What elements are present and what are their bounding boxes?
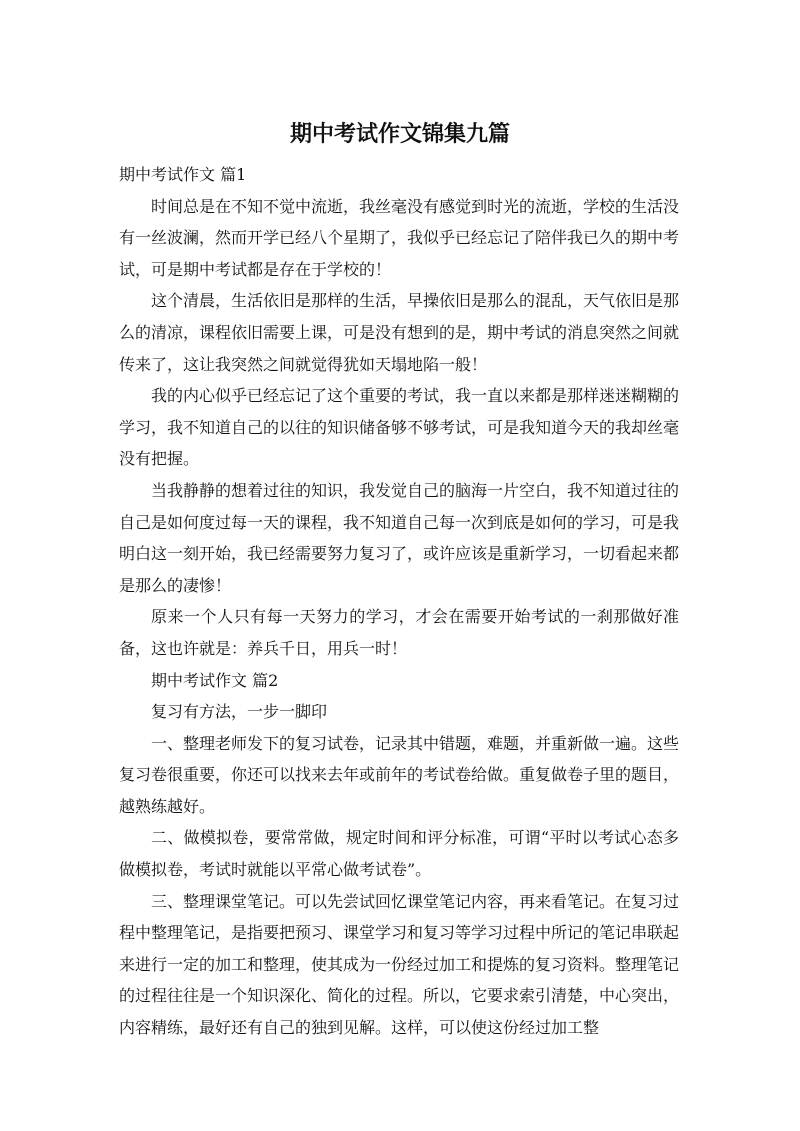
paragraph: 我的内心似乎已经忘记了这个重要的考试，我一直以来都是那样迷迷糊糊的学习，我不知道自己的以往的知识储备够不够考试，可是我知道今天的我却丝毫没有把握。 — [119, 386, 680, 469]
section-heading-2: 期中考试作文 篇2 — [151, 670, 279, 690]
paragraph: 三、整理课堂笔记。可以先尝试回忆课堂笔记内容，再来看笔记。在复习过程中整理笔记，是指要把预习、课堂学习和复习等学习过程中所记的笔记串联起来进行一定的加工和整理，使其成为一份经过加工和提炼的复习资料。整理笔记的过程往往是一个知识深化、简化的过程。所以，它要求索引清楚，中心突出，内容精练，最好还有自己的独到见解。这样，可以使这份经过加工整 — [119, 891, 680, 1038]
paragraph: 时间总是在不知不觉中流逝，我丝毫没有感觉到时光的流逝，学校的生活没有一丝波澜，然而开学已经八个星期了，我似乎已经忘记了陪伴我已久的期中考试，可是期中考试都是存在于学校的！ — [119, 196, 680, 279]
section-heading-1: 期中考试作文 篇1 — [119, 165, 247, 184]
paragraph: 当我静静的想着过往的知识，我发觉自己的脑海一片空白，我不知道过往的自己是如何度过每一天的课程，我不知道自己每一次到底是如何的学习，可是我明白这一刻开始，我已经需要努力复习了，或许应该是重新学习，一切看起来都是那么的凄惨！ — [119, 480, 680, 595]
document-body — [119, 159, 679, 1044]
paragraph: 原来一个人只有每一天努力的学习，才会在需要开始考试的一刹那做好准备，这也许就是：养兵千日，用兵一时！ — [119, 607, 679, 658]
paragraph: 复习有方法，一步一脚印 — [151, 702, 328, 722]
document-title: 期中考试作文锦集九篇 — [289, 122, 510, 147]
paragraph: 一、整理老师发下的复习试卷，记录其中错题，难题，并重新做一遍。这些复习卷很重要，你还可以找来去年或前年的考试卷给做。重复做卷子里的题目，越熟练越好。 — [119, 733, 680, 816]
paragraph: 二、做模拟卷，要常常做，规定时间和评分标准，可谓“平时以考试心态多做模拟卷，考试时就能以平常心做考试卷”。 — [119, 828, 679, 880]
paragraph: 这个清晨，生活依旧是那样的生活，早操依旧是那么的混乱，天气依旧是那么的清凉，课程依旧需要上课，可是没有想到的是，期中考试的消息突然之间就传来了，这让我突然之间就觉得犹如天塌地陷一般！ — [119, 291, 680, 374]
